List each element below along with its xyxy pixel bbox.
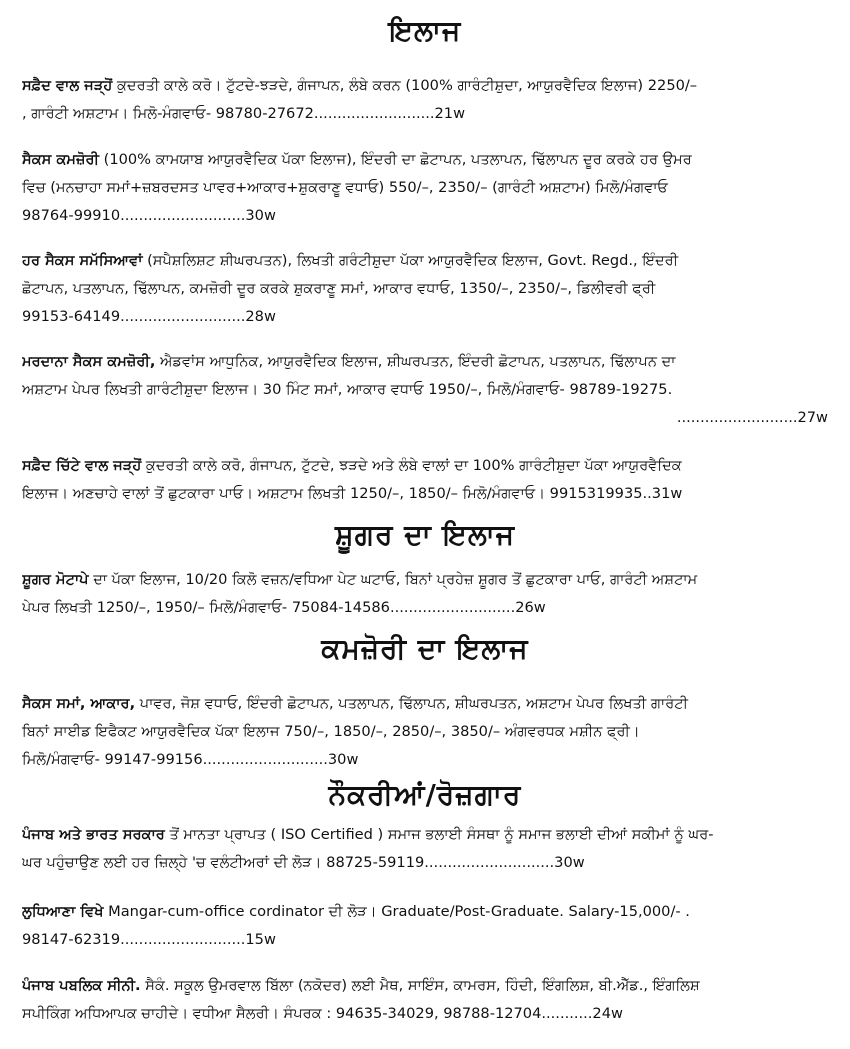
ad-text: ਸੈਕੰ. ਸਕੂਲ ਉਮਰਵਾਲ ਬਿੱਲਾ (ਨਕੋਦਰ) ਲਈ ਮੈਥ, ਸਾਇੰਸ, ਕਾਮਰਸ, ਹਿੰਦੀ, ਇੰਗਲਿਸ਼, ਬੀ.ਐੱਡ., ਇੰਗਲਿਸ਼ bbox=[140, 977, 700, 994]
classified-ad bbox=[22, 972, 828, 1028]
ad-text: ਮਿਲੋ/ਮੰਗਵਾਓ- 99147-99156. bbox=[22, 751, 208, 768]
section-heading-sugar: ਸ਼ੂਗਰ ਦਾ ਇਲਾਜ bbox=[334, 518, 516, 551]
ad-line bbox=[22, 247, 828, 275]
ad-line bbox=[22, 690, 828, 718]
ad-keyword: ਪੰਜਾਬ ਪਬਲਿਕ ਸੀਨੀ. bbox=[22, 977, 141, 994]
ad-keyword: ਸੈਕਸ ਸਮਾਂ, ਆਕਾਰ, bbox=[22, 695, 136, 712]
ad-text: ਇਲਾਜ। ਅਣਚਾਹੇ ਵਾਲਾਂ ਤੋਂ ਛੁਟਕਾਰਾ ਪਾਓ। ਅਸ਼ਟਾਮ ਲਿਖਤੀ 1250/–, 1850/– ਮਿਲੋ/ਮੰਗਵਾਓ। 9915319935 bbox=[22, 485, 643, 502]
ad-text: (ਸਪੈਸ਼ਲਿਸ਼ਟ ਸ਼ੀਘਰਪਤਨ), ਲਿਖਤੀ ਗਰੰਟੀਸ਼ੁਦਾ ਪੱਕਾ ਆਯੁਰਵੈਦਿਕ ਇਲਾਜ, Govt. Regd., ਇੰਦਰੀ bbox=[142, 252, 679, 269]
ad-text: ਪਾਵਰ, ਜੋਸ਼ ਵਧਾਓ, ਇੰਦਰੀ ਛੋਟਾਪਨ, ਪਤਲਾਪਨ, ਢਿੱਲਾਪਨ, ਸ਼ੀਘਰਪਤਨ, ਅਸ਼ਟਾਮ ਪੇਪਰ ਲਿਖਤੀ ਗਾਰੰਟੀ bbox=[135, 695, 689, 712]
ad-code: ..........................26w bbox=[394, 599, 546, 616]
classified-ad bbox=[22, 566, 828, 622]
classified-ad bbox=[22, 690, 828, 774]
ad-line bbox=[22, 348, 828, 376]
ad-text: (100% ਕਾਮਯਾਬ ਆਯੁਰਵੈਦਿਕ ਪੱਕਾ ਇਲਾਜ), ਇੰਦਰੀ ਦਾ ਛੋਟਾਪਨ, ਪਤਲਾਪਨ, ਢਿੱਲਾਪਨ ਦੂਰ ਕਰਕੇ ਹਰ ਉਮਰ bbox=[99, 151, 692, 168]
ad-code: ..........................28w bbox=[124, 308, 276, 325]
ad-line bbox=[22, 100, 828, 128]
ad-line bbox=[22, 594, 828, 622]
ad-keyword: ਹਰ ਸੈਕਸ ਸਮੱਸਿਆਵਾਂ bbox=[22, 252, 143, 269]
section-heading-kamjori: ਕਮਜ਼ੋਰੀ ਦਾ ਇਲਾਜ bbox=[321, 632, 529, 665]
ad-text: ਕੁਦਰਤੀ ਕਾਲੇ ਕਰੋ, ਗੰਜਾਪਨ, ਟੁੱਟਦੇ, ਝੜਦੇ ਅਤੇ ਲੰਬੇ ਵਾਲਾਂ ਦਾ 100% ਗਾਰੰਟੀਸ਼ੁਦਾ ਪੱਕਾ ਆਯੁਰਵੈਦਿਕ bbox=[141, 457, 682, 474]
classified-ad bbox=[22, 72, 828, 128]
ad-code: ..........................15w bbox=[124, 931, 276, 948]
ad-keyword: ਸਫ਼ੈਦ ਚਿੱਟੇ ਵਾਲ ਜੜ੍ਹੋਂ bbox=[22, 457, 142, 474]
ad-text: Mangar-cum-office cordinator ਦੀ ਲੋੜ। Graduate/Post-Graduate. Salary-15,000/- . bbox=[103, 903, 690, 920]
ad-keyword: ਸੈਕਸ ਕਮਜ਼ੋਰੀ bbox=[22, 151, 99, 168]
ad-line: ਅਸ਼ਟਾਮ ਪੇਪਰ ਲਿਖਤੀ ਗਾਰੰਟੀਸ਼ੁਦਾ ਇਲਾਜ। 30 ਮਿੰਟ ਸਮਾਂ, ਆਕਾਰ ਵਧਾਓ 1950/–, ਮਿਲੋ/ਮੰਗਵਾਓ- 98789-19275. bbox=[22, 381, 673, 398]
ad-keyword: ਸ਼ੂਗਰ ਮੋਟਾਪੇ bbox=[22, 571, 89, 588]
classified-ad bbox=[22, 247, 828, 331]
ad-keyword: ਮਰਦਾਨਾ ਸੈਕਸ ਕਮਜ਼ੋਰੀ, bbox=[22, 353, 156, 370]
ad-line bbox=[22, 146, 828, 174]
ad-code: ...........................30w bbox=[428, 854, 585, 871]
ad-text: ਪੇਪਰ ਲਿਖਤੀ 1250/–, 1950/– ਮਿਲੋ/ਮੰਗਵਾਓ- 75084-14586. bbox=[22, 599, 395, 616]
ad-text: , ਗਾਰੰਟੀ ਅਸ਼ਟਾਮ। ਮਿਲੋ-ਮੰਗਵਾਓ- 98780-27672 bbox=[22, 105, 314, 122]
ad-line: ਵਿਚ (ਮਨਚਾਹਾ ਸਮਾਂ+ਜ਼ਬਰਦਸਤ ਪਾਵਰ+ਆਕਾਰ+ਸ਼ੁਕਰਾਣੂ ਵਧਾਓ) 550/–, 2350/– (ਗਾਰੰਟੀ ਅਸ਼ਟਾਮ) ਮਿਲੋ/ਮੰਗਵਾਓ bbox=[22, 179, 668, 196]
ad-line bbox=[22, 72, 828, 100]
ad-code: ..........................21w bbox=[313, 105, 466, 122]
ad-line bbox=[22, 480, 828, 508]
ad-text: ਦਾ ਪੱਕਾ ਇਲਾਜ, 10/20 ਕਿਲੋ ਵਜ਼ਨ/ਵਧਿਆ ਪੇਟ ਘਟਾਓ, ਬਿਨਾਂ ਪ੍ਰਹੇਜ਼ ਸ਼ੂਗਰ ਤੋਂ ਛੁਟਕਾਰਾ ਪਾਓ, ਗਾਰੰਟੀ ਅਸ਼ਟਾਮ bbox=[88, 571, 698, 588]
ad-line: ਛੋਟਾਪਨ, ਪਤਲਾਪਨ, ਢਿੱਲਾਪਨ, ਕਮਜ਼ੋਰੀ ਦੂਰ ਕਰਕੇ ਸ਼ੁਕਰਾਣੂ ਸਮਾਂ, ਆਕਾਰ ਵਧਾਓ, 1350/–, 2350/–, ਡਿਲੀਵਰੀ ਫ੍ਰੀ bbox=[22, 280, 656, 297]
ad-line bbox=[22, 202, 828, 230]
classified-ad bbox=[22, 898, 828, 954]
ad-code: ..........................30w bbox=[124, 207, 276, 224]
ad-line bbox=[22, 452, 828, 480]
ad-line bbox=[22, 566, 828, 594]
ad-line bbox=[22, 821, 828, 849]
classified-ad bbox=[22, 348, 828, 432]
ad-text: 99153-64149. bbox=[22, 308, 125, 325]
ad-line bbox=[22, 849, 828, 877]
ad-line bbox=[22, 926, 828, 954]
ad-text: 98764-99910. bbox=[22, 207, 125, 224]
ad-code: ..........................27w bbox=[676, 409, 828, 426]
ad-line: ਬਿਨਾਂ ਸਾਈਡ ਇਫੈਕਟ ਆਯੁਰਵੈਦਿਕ ਪੱਕਾ ਇਲਾਜ 750/–, 1850/–, 2850/–, 3850/– ਅੰਗਵਰਧਕ ਮਸ਼ੀਨ ਫ੍ਰੀ। bbox=[22, 723, 640, 740]
classified-ad bbox=[22, 146, 828, 230]
ad-text: ਤੋਂ ਮਾਨਤਾ ਪ੍ਰਾਪਤ ( ISO Certified ) ਸਮਾਜ ਭਲਾਈ ਸੰਸਥਾ ਨੂੰ ਸਮਾਜ ਭਲਾਈ ਦੀਆਂ ਸਕੀਮਾਂ ਨੂੰ ਘਰ- bbox=[164, 826, 714, 843]
ad-code: ..31w bbox=[642, 485, 683, 502]
classified-ad bbox=[22, 452, 828, 508]
ad-keyword: ਸਫ਼ੈਦ ਵਾਲ ਜੜ੍ਹੋਂ bbox=[22, 77, 113, 94]
ad-line bbox=[22, 303, 828, 331]
ad-text: 98147-62319. bbox=[22, 931, 125, 948]
ad-text: ਕੁਦਰਤੀ ਕਾਲੇ ਕਰੋ। ਟੁੱਟਦੇ-ਝੜਦੇ, ਗੰਜਾਪਨ, ਲੰਬੇ ਕਰਨ (100% ਗਾਰੰਟੀਸ਼ੁਦਾ, ਆਯੁਰਵੈਦਿਕ ਇਲਾਜ) 2250/– bbox=[112, 77, 698, 94]
ad-code: ..........................30w bbox=[207, 751, 359, 768]
ad-line bbox=[22, 1000, 828, 1028]
ad-line bbox=[22, 972, 828, 1000]
ad-code: ..........24w bbox=[546, 1005, 623, 1022]
ad-keyword: ਪੰਜਾਬ ਅਤੇ ਭਾਰਤ ਸਰਕਾਰ bbox=[22, 826, 165, 843]
section-heading-naukri: ਨੌਕਰੀਆਂ/ਰੋਜ਼ਗਾਰ bbox=[328, 778, 522, 811]
ad-line bbox=[22, 746, 828, 774]
ad-line bbox=[22, 898, 828, 926]
ad-text: ਘਰ ਪਹੁੰਚਾਉਣ ਲਈ ਹਰ ਜ਼ਿਲ੍ਹੇ 'ਚ ਵਲੰਟੀਅਰਾਂ ਦੀ ਲੋੜ। 88725-59119. bbox=[22, 854, 429, 871]
classified-ad bbox=[22, 821, 828, 877]
ad-keyword: ਲੁਧਿਆਣਾ ਵਿਖੇ bbox=[22, 903, 104, 920]
ad-text: ਸਪੀਕਿੰਗ ਅਧਿਆਪਕ ਚਾਹੀਦੇ। ਵਧੀਆ ਸੈਲਰੀ। ਸੰਪਰਕ : 94635-34029, 98788-12704. bbox=[22, 1005, 547, 1022]
ad-text: ਐਡਵਾਂਸ ਆਧੁਨਿਕ, ਆਯੁਰਵੈਦਿਕ ਇਲਾਜ, ਸ਼ੀਘਰਪਤਨ, ਇੰਦਰੀ ਛੋਟਾਪਨ, ਪਤਲਾਪਨ, ਢਿੱਲਾਪਨ ਦਾ bbox=[155, 353, 676, 370]
section-heading-ilaj: ਇਲਾਜ bbox=[388, 14, 462, 47]
